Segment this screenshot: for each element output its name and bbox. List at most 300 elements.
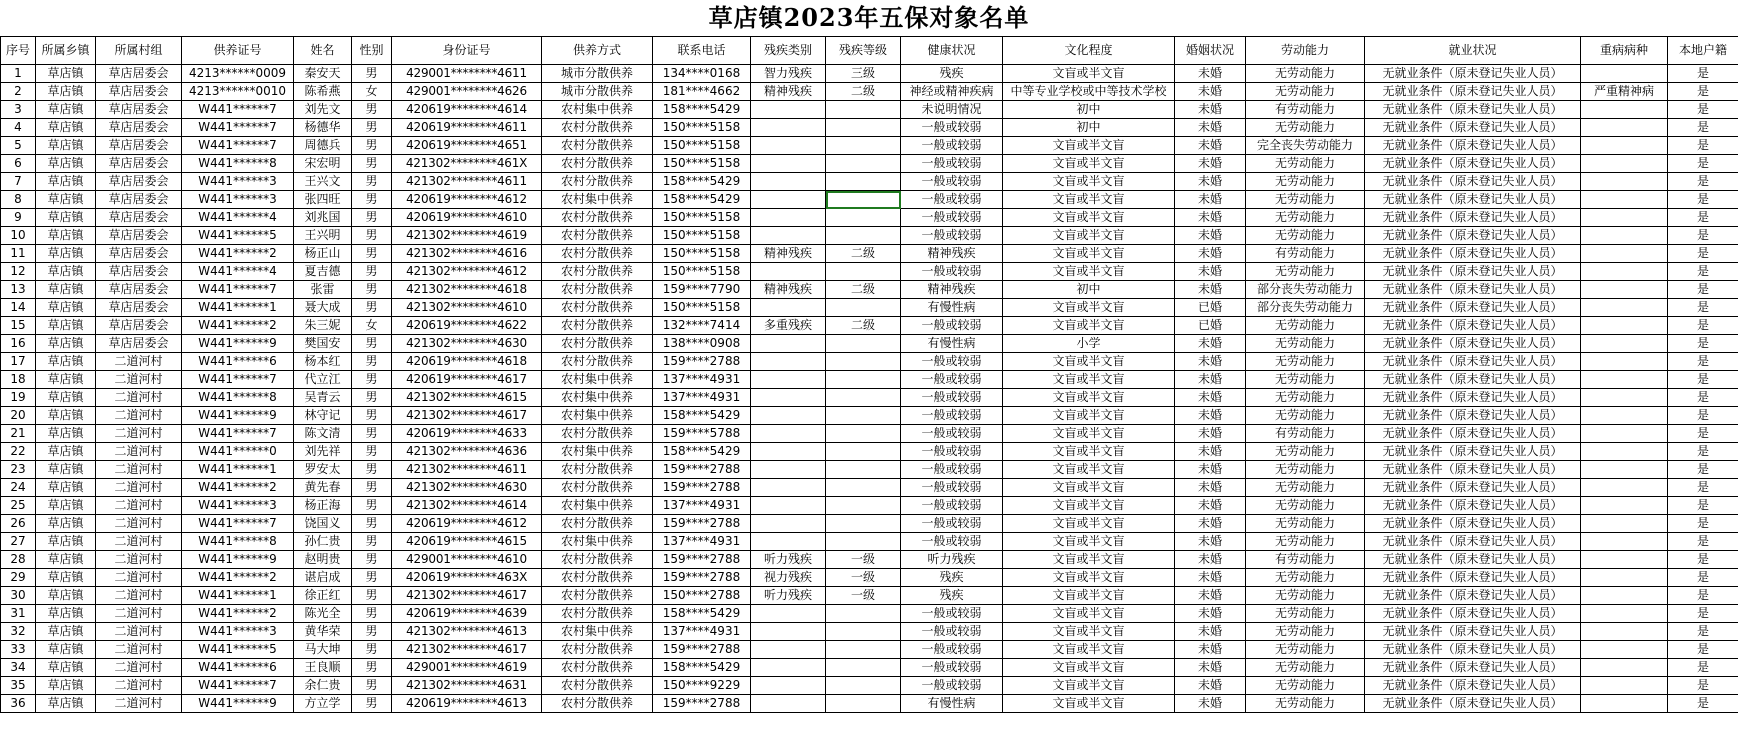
table-cell[interactable]: 未婚 [1175,353,1246,371]
table-cell[interactable]: 无劳动能力 [1246,191,1365,209]
table-cell[interactable]: 张雷 [294,281,352,299]
table-cell[interactable]: 无就业条件（原未登记失业人员） [1365,155,1581,173]
table-cell[interactable]: 429001********4610 [392,551,542,569]
table-cell[interactable] [1581,65,1668,83]
table-cell[interactable]: 二道河村 [96,479,182,497]
table-cell[interactable] [751,407,826,425]
table-cell[interactable]: W441******1 [182,299,294,317]
table-cell[interactable]: 是 [1668,227,1738,245]
table-cell[interactable]: 未婚 [1175,659,1246,677]
table-cell[interactable]: 是 [1668,659,1738,677]
column-header[interactable]: 供养证号 [182,37,294,65]
table-cell[interactable]: 农村集中供养 [542,101,653,119]
table-cell[interactable]: 一般或较弱 [901,641,1003,659]
table-cell[interactable] [1581,371,1668,389]
table-cell[interactable]: 草店镇 [36,641,96,659]
table-cell[interactable] [826,371,901,389]
table-cell[interactable]: 有慢性病 [901,299,1003,317]
table-cell[interactable]: 无劳动能力 [1246,371,1365,389]
table-cell[interactable] [1581,695,1668,713]
table-cell[interactable]: 未婚 [1175,227,1246,245]
table-cell[interactable]: 听力残疾 [751,587,826,605]
table-cell[interactable]: 严重精神病 [1581,83,1668,101]
table-cell[interactable]: 男 [352,551,392,569]
table-cell[interactable]: 无就业条件（原未登记失业人员） [1365,551,1581,569]
table-cell[interactable]: 草店居委会 [96,299,182,317]
table-cell[interactable]: 是 [1668,479,1738,497]
table-cell[interactable] [751,335,826,353]
table-cell[interactable]: 25 [1,497,36,515]
table-cell[interactable]: 农村分散供养 [542,641,653,659]
table-cell[interactable]: 男 [352,641,392,659]
table-cell[interactable]: 草店镇 [36,353,96,371]
table-cell[interactable]: W441******7 [182,119,294,137]
table-cell[interactable]: 150****5158 [653,245,751,263]
table-cell[interactable]: 男 [352,389,392,407]
table-cell[interactable]: 31 [1,605,36,623]
table-cell[interactable]: 文盲或半文盲 [1003,587,1175,605]
table-cell[interactable]: 是 [1668,425,1738,443]
table-cell[interactable]: 杨德华 [294,119,352,137]
table-cell[interactable]: W441******8 [182,155,294,173]
table-cell[interactable]: 朱三妮 [294,317,352,335]
table-cell[interactable] [751,443,826,461]
table-cell[interactable]: 无劳动能力 [1246,587,1365,605]
table-cell[interactable]: 文盲或半文盲 [1003,389,1175,407]
table-cell[interactable]: 8 [1,191,36,209]
table-cell[interactable]: 有慢性病 [901,695,1003,713]
table-cell[interactable]: 草店居委会 [96,209,182,227]
table-cell[interactable]: 有劳动能力 [1246,425,1365,443]
table-cell[interactable]: 150****2788 [653,587,751,605]
table-cell[interactable]: 一般或较弱 [901,137,1003,155]
table-cell[interactable]: 无劳动能力 [1246,497,1365,515]
table-cell[interactable]: 农村分散供养 [542,605,653,623]
table-cell[interactable]: 女 [352,83,392,101]
table-cell[interactable]: W441******9 [182,695,294,713]
table-cell[interactable] [1581,533,1668,551]
table-cell[interactable]: 28 [1,551,36,569]
table-cell[interactable]: 429001********4611 [392,65,542,83]
table-cell[interactable]: 刘先文 [294,101,352,119]
table-cell[interactable]: W441******9 [182,407,294,425]
table-cell[interactable]: 一般或较弱 [901,479,1003,497]
table-cell[interactable] [826,335,901,353]
table-cell[interactable]: 137****4931 [653,371,751,389]
table-cell[interactable]: 农村分散供养 [542,587,653,605]
table-cell[interactable]: 未婚 [1175,677,1246,695]
table-cell[interactable]: 无就业条件（原未登记失业人员） [1365,317,1581,335]
table-cell[interactable]: 农村分散供养 [542,245,653,263]
table-cell[interactable]: 余仁贵 [294,677,352,695]
table-cell[interactable]: 30 [1,587,36,605]
table-cell[interactable] [1581,623,1668,641]
table-cell[interactable]: W441******3 [182,497,294,515]
table-cell[interactable]: 一般或较弱 [901,497,1003,515]
table-cell[interactable]: 无就业条件（原未登记失业人员） [1365,137,1581,155]
table-cell[interactable]: 男 [352,695,392,713]
table-cell[interactable]: 158****5429 [653,191,751,209]
table-cell[interactable]: 文盲或半文盲 [1003,191,1175,209]
table-cell[interactable]: 农村分散供养 [542,119,653,137]
table-cell[interactable]: 5 [1,137,36,155]
table-cell[interactable]: 农村分散供养 [542,173,653,191]
table-cell[interactable]: 421302********4612 [392,263,542,281]
table-cell[interactable]: 多重残疾 [751,317,826,335]
table-cell[interactable]: 草店居委会 [96,83,182,101]
table-cell[interactable]: 三级 [826,65,901,83]
table-cell[interactable]: 一般或较弱 [901,443,1003,461]
table-cell[interactable]: 黄华荣 [294,623,352,641]
table-cell[interactable]: 城市分散供养 [542,83,653,101]
table-cell[interactable] [1581,137,1668,155]
table-cell[interactable]: 草店居委会 [96,155,182,173]
table-cell[interactable]: 杨本红 [294,353,352,371]
table-cell[interactable]: 草店镇 [36,461,96,479]
table-cell[interactable]: 无劳动能力 [1246,65,1365,83]
table-cell[interactable]: 是 [1668,569,1738,587]
table-cell[interactable]: 文盲或半文盲 [1003,497,1175,515]
table-cell[interactable]: 男 [352,65,392,83]
column-header[interactable]: 健康状况 [901,37,1003,65]
table-cell[interactable]: 吴青云 [294,389,352,407]
table-cell[interactable]: 421302********4617 [392,407,542,425]
table-cell[interactable]: 草店镇 [36,299,96,317]
table-cell[interactable]: 无就业条件（原未登记失业人员） [1365,443,1581,461]
table-cell[interactable] [751,299,826,317]
table-cell[interactable]: 4213******0009 [182,65,294,83]
table-cell[interactable]: 16 [1,335,36,353]
table-cell[interactable] [751,119,826,137]
table-cell[interactable]: 一般或较弱 [901,425,1003,443]
table-cell[interactable]: 男 [352,515,392,533]
table-cell[interactable]: 草店镇 [36,209,96,227]
table-cell[interactable]: 二道河村 [96,371,182,389]
table-cell[interactable]: W441******1 [182,587,294,605]
table-cell[interactable]: 是 [1668,173,1738,191]
table-cell[interactable]: 草店镇 [36,659,96,677]
table-cell[interactable]: 草店居委会 [96,227,182,245]
table-cell[interactable]: 林守记 [294,407,352,425]
table-cell[interactable] [751,659,826,677]
table-cell[interactable]: 草店镇 [36,191,96,209]
table-cell[interactable] [1581,119,1668,137]
table-cell[interactable]: 10 [1,227,36,245]
table-cell[interactable]: 是 [1668,101,1738,119]
table-cell[interactable]: 文盲或半文盲 [1003,695,1175,713]
table-cell[interactable]: 一般或较弱 [901,353,1003,371]
table-cell[interactable]: 一般或较弱 [901,371,1003,389]
table-cell[interactable]: 文盲或半文盲 [1003,515,1175,533]
table-cell[interactable]: W441******2 [182,317,294,335]
table-cell[interactable]: 是 [1668,299,1738,317]
table-cell[interactable]: 农村分散供养 [542,209,653,227]
table-cell[interactable]: 无就业条件（原未登记失业人员） [1365,569,1581,587]
table-cell[interactable]: 文盲或半文盲 [1003,605,1175,623]
table-cell[interactable] [751,227,826,245]
table-cell[interactable]: 二道河村 [96,353,182,371]
table-cell[interactable] [826,299,901,317]
table-cell[interactable]: 158****5429 [653,443,751,461]
table-cell[interactable]: 26 [1,515,36,533]
table-cell[interactable] [1581,101,1668,119]
table-cell[interactable]: 无就业条件（原未登记失业人员） [1365,425,1581,443]
table-cell[interactable]: 初中 [1003,101,1175,119]
table-cell[interactable]: 150****5158 [653,263,751,281]
table-cell[interactable]: 文盲或半文盲 [1003,263,1175,281]
table-cell[interactable]: 二道河村 [96,389,182,407]
table-cell[interactable]: 421302********4619 [392,227,542,245]
table-cell[interactable] [826,623,901,641]
table-cell[interactable]: W441******4 [182,263,294,281]
table-cell[interactable] [826,497,901,515]
table-cell[interactable]: W441******7 [182,677,294,695]
table-cell[interactable]: 421302********4613 [392,623,542,641]
table-cell[interactable]: 无就业条件（原未登记失业人员） [1365,101,1581,119]
column-header[interactable]: 劳动能力 [1246,37,1365,65]
table-cell[interactable] [1581,335,1668,353]
table-cell[interactable]: 无就业条件（原未登记失业人员） [1365,389,1581,407]
table-cell[interactable]: 农村集中供养 [542,371,653,389]
table-cell[interactable] [1581,227,1668,245]
table-cell[interactable]: 未婚 [1175,65,1246,83]
table-cell[interactable]: 草店镇 [36,83,96,101]
table-cell[interactable]: W441******3 [182,191,294,209]
table-cell[interactable]: 150****9229 [653,677,751,695]
table-cell[interactable]: 秦安天 [294,65,352,83]
table-cell[interactable]: 精神残疾 [901,245,1003,263]
table-cell[interactable]: 农村集中供养 [542,533,653,551]
table-cell[interactable] [1581,389,1668,407]
table-cell[interactable]: 男 [352,209,392,227]
table-cell[interactable]: 文盲或半文盲 [1003,443,1175,461]
table-cell[interactable]: 未婚 [1175,695,1246,713]
table-cell[interactable]: 无就业条件（原未登记失业人员） [1365,371,1581,389]
table-cell[interactable] [1581,173,1668,191]
table-cell[interactable]: 已婚 [1175,317,1246,335]
table-cell[interactable] [1581,605,1668,623]
table-cell[interactable] [826,659,901,677]
table-cell[interactable]: 无就业条件（原未登记失业人员） [1365,191,1581,209]
table-cell[interactable] [751,137,826,155]
table-cell[interactable]: 草店镇 [36,695,96,713]
table-cell[interactable]: 无就业条件（原未登记失业人员） [1365,623,1581,641]
table-cell[interactable]: 无就业条件（原未登记失业人员） [1365,605,1581,623]
table-cell[interactable]: 农村集中供养 [542,407,653,425]
table-cell[interactable]: 是 [1668,461,1738,479]
table-cell[interactable]: 一般或较弱 [901,623,1003,641]
table-cell[interactable]: 农村分散供养 [542,551,653,569]
table-cell[interactable]: 草店镇 [36,155,96,173]
table-cell[interactable] [1581,569,1668,587]
table-cell[interactable]: 一级 [826,587,901,605]
table-cell[interactable]: 无就业条件（原未登记失业人员） [1365,461,1581,479]
table-cell[interactable]: 无劳动能力 [1246,263,1365,281]
table-cell[interactable]: 男 [352,101,392,119]
table-cell[interactable]: 420619********4613 [392,695,542,713]
table-cell[interactable]: 159****2788 [653,515,751,533]
column-header[interactable]: 所属村组 [96,37,182,65]
table-cell[interactable]: 是 [1668,317,1738,335]
table-cell[interactable]: 421302********461X [392,155,542,173]
table-cell[interactable]: 草店镇 [36,317,96,335]
table-cell[interactable]: 420619********4651 [392,137,542,155]
table-cell[interactable]: 无劳动能力 [1246,623,1365,641]
table-cell[interactable]: 未婚 [1175,389,1246,407]
table-cell[interactable]: 420619********4610 [392,209,542,227]
table-cell[interactable]: 是 [1668,443,1738,461]
table-cell[interactable]: 农村分散供养 [542,353,653,371]
table-cell[interactable]: 是 [1668,335,1738,353]
table-cell[interactable]: 是 [1668,695,1738,713]
table-cell[interactable]: 草店镇 [36,479,96,497]
table-cell[interactable]: 未婚 [1175,209,1246,227]
table-cell[interactable]: 马大坤 [294,641,352,659]
table-cell[interactable]: 2 [1,83,36,101]
table-cell[interactable]: 无就业条件（原未登记失业人员） [1365,83,1581,101]
table-cell[interactable] [751,263,826,281]
table-cell[interactable]: 赵明贵 [294,551,352,569]
table-cell[interactable]: W441******7 [182,371,294,389]
table-cell[interactable]: 无就业条件（原未登记失业人员） [1365,119,1581,137]
table-cell[interactable]: 文盲或半文盲 [1003,623,1175,641]
table-cell[interactable]: 徐正红 [294,587,352,605]
table-cell[interactable]: 无就业条件（原未登记失业人员） [1365,659,1581,677]
table-cell[interactable]: 无劳动能力 [1246,407,1365,425]
table-cell[interactable]: W441******6 [182,659,294,677]
table-cell[interactable]: 无劳动能力 [1246,155,1365,173]
table-cell[interactable] [826,101,901,119]
table-cell[interactable]: 草店镇 [36,587,96,605]
column-header[interactable]: 性别 [352,37,392,65]
table-cell[interactable]: 张四旺 [294,191,352,209]
table-cell[interactable]: 文盲或半文盲 [1003,245,1175,263]
table-cell[interactable]: 草店镇 [36,551,96,569]
table-cell[interactable] [751,515,826,533]
table-cell[interactable]: 429001********4619 [392,659,542,677]
table-cell[interactable]: 刘先祥 [294,443,352,461]
table-cell[interactable]: 36 [1,695,36,713]
table-cell[interactable]: 男 [352,497,392,515]
table-cell[interactable]: 无就业条件（原未登记失业人员） [1365,695,1581,713]
column-header[interactable]: 就业状况 [1365,37,1581,65]
table-cell[interactable]: 男 [352,119,392,137]
table-cell[interactable]: W441******2 [182,479,294,497]
table-cell[interactable]: 无劳动能力 [1246,461,1365,479]
table-cell[interactable]: 未婚 [1175,515,1246,533]
table-cell[interactable]: W441******7 [182,515,294,533]
table-cell[interactable]: 无劳动能力 [1246,389,1365,407]
table-cell[interactable]: 草店镇 [36,623,96,641]
table-cell[interactable]: 男 [352,299,392,317]
table-cell[interactable]: 420619********4622 [392,317,542,335]
table-cell[interactable]: 神经或精神疾病 [901,83,1003,101]
table-cell[interactable]: 159****2788 [653,641,751,659]
table-cell[interactable]: 文盲或半文盲 [1003,317,1175,335]
table-cell[interactable]: 听力残疾 [901,551,1003,569]
table-cell[interactable]: 农村分散供养 [542,569,653,587]
table-cell[interactable]: 草店镇 [36,227,96,245]
table-cell[interactable]: 文盲或半文盲 [1003,659,1175,677]
table-cell[interactable]: 未婚 [1175,443,1246,461]
table-cell[interactable]: 草店镇 [36,335,96,353]
table-cell[interactable]: 134****0168 [653,65,751,83]
table-cell[interactable]: 无劳动能力 [1246,677,1365,695]
table-cell[interactable]: 无劳动能力 [1246,533,1365,551]
table-cell[interactable]: 未婚 [1175,101,1246,119]
table-cell[interactable] [751,623,826,641]
table-cell[interactable] [1581,209,1668,227]
column-header[interactable]: 文化程度 [1003,37,1175,65]
table-cell[interactable]: 无就业条件（原未登记失业人员） [1365,497,1581,515]
table-cell[interactable]: 文盲或半文盲 [1003,407,1175,425]
table-cell[interactable]: 农村集中供养 [542,623,653,641]
table-cell[interactable]: 未婚 [1175,407,1246,425]
table-cell[interactable]: 智力残疾 [751,65,826,83]
table-cell[interactable]: W441******2 [182,245,294,263]
table-cell[interactable]: 男 [352,533,392,551]
table-cell[interactable]: 158****5429 [653,659,751,677]
table-cell[interactable]: 部分丧失劳动能力 [1246,299,1365,317]
table-cell[interactable]: 听力残疾 [751,551,826,569]
table-cell[interactable]: W441******7 [182,101,294,119]
table-cell[interactable]: 草店镇 [36,245,96,263]
table-cell[interactable]: 农村集中供养 [542,443,653,461]
table-cell[interactable]: 一般或较弱 [901,155,1003,173]
table-cell[interactable]: 农村分散供养 [542,299,653,317]
table-cell[interactable] [1581,191,1668,209]
table-cell[interactable]: 15 [1,317,36,335]
table-cell[interactable]: 无就业条件（原未登记失业人员） [1365,299,1581,317]
table-cell[interactable]: 159****2788 [653,479,751,497]
column-header[interactable]: 残疾等级 [826,37,901,65]
table-cell[interactable] [751,209,826,227]
table-cell[interactable]: 159****2788 [653,461,751,479]
table-cell[interactable]: 初中 [1003,281,1175,299]
table-cell[interactable]: 未婚 [1175,569,1246,587]
table-cell[interactable]: W441******3 [182,173,294,191]
table-cell[interactable] [1581,299,1668,317]
table-cell[interactable]: 男 [352,443,392,461]
table-cell[interactable]: 未婚 [1175,497,1246,515]
table-cell[interactable]: 是 [1668,65,1738,83]
table-cell[interactable]: 无劳动能力 [1246,659,1365,677]
table-cell[interactable]: 159****5788 [653,425,751,443]
table-cell[interactable]: 无劳动能力 [1246,605,1365,623]
table-cell[interactable]: 429001********4626 [392,83,542,101]
table-cell[interactable]: W441******8 [182,389,294,407]
table-cell[interactable]: 无劳动能力 [1246,569,1365,587]
table-cell[interactable]: 草店居委会 [96,191,182,209]
table-cell[interactable] [751,695,826,713]
table-cell[interactable]: W441******4 [182,209,294,227]
table-cell[interactable]: 是 [1668,137,1738,155]
table-cell[interactable] [1581,587,1668,605]
table-cell[interactable]: 是 [1668,587,1738,605]
table-cell[interactable]: 一级 [826,569,901,587]
table-cell[interactable]: 未婚 [1175,263,1246,281]
table-cell[interactable]: W441******7 [182,281,294,299]
table-cell[interactable]: 是 [1668,407,1738,425]
table-cell[interactable]: 有劳动能力 [1246,551,1365,569]
table-cell[interactable] [751,155,826,173]
table-cell[interactable]: 无就业条件（原未登记失业人员） [1365,245,1581,263]
table-cell[interactable]: 22 [1,443,36,461]
table-cell[interactable]: 杨正山 [294,245,352,263]
table-cell[interactable]: 一般或较弱 [901,263,1003,281]
table-cell[interactable] [826,173,901,191]
table-cell[interactable]: 草店居委会 [96,137,182,155]
